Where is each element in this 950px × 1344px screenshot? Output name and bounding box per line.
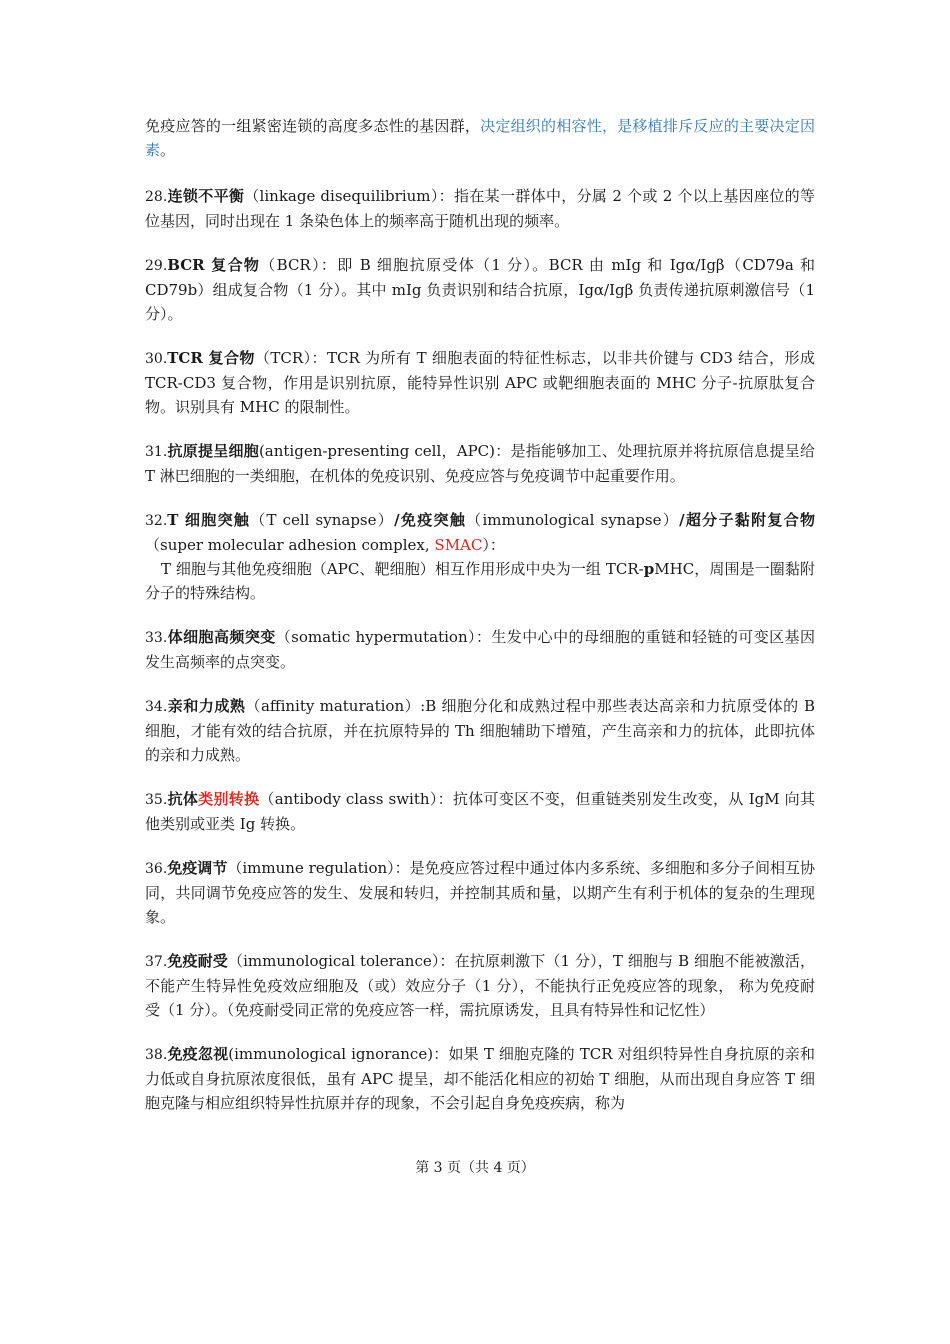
entry-term-english: （immunological synapse）	[466, 511, 680, 529]
entry-term-english: （super molecular adhesion complex,	[145, 536, 435, 554]
intro-paragraph	[145, 114, 815, 162]
entry-29	[145, 253, 815, 326]
entry-28	[145, 184, 815, 233]
entry-number: 36.	[145, 861, 168, 877]
entry-term-highlight: 类别转换	[198, 790, 260, 808]
entry-38	[145, 1042, 815, 1115]
entry-term: 抗体	[167, 790, 199, 808]
entry-number: 30.	[145, 351, 168, 367]
entry-term: 免疫调节	[167, 859, 228, 877]
bold-letter: p	[643, 560, 655, 578]
entry-definition: （affinity maturation）:B 细胞分化和成熟过程中那些表达高亲和力抗原受体的 B 细胞，才能有效的结合抗原，并在抗原特异的 Th 细胞辅助下增殖，产生高亲和力的抗体，此即抗体的亲和力成熟。	[145, 697, 815, 764]
entry-definition: (immunological ignorance)：如果 T 细胞克隆的 TCR 对组织特异性自身抗原的亲和力低或自身抗原浓度很低，虽有 APC 提呈，却不能活化相应的初始 T 细胞，从而出现自身应答 T 细胞克隆与相应组织特异性抗原并存的现象，不会引起自身免疫疾病，称为	[145, 1045, 815, 1112]
entry-number: 38.	[145, 1047, 168, 1063]
entry-definition-end: MHC，周围是一圈黏附分子的特殊结构。	[145, 560, 816, 602]
entry-number: 34.	[145, 699, 168, 715]
smac-abbrev: SMAC	[434, 536, 483, 554]
entry-definition: （immunological tolerance）：在抗原刺激下（1 分），T 细胞与 B 细胞不能被激活，不能产生特异性免疫效应细胞及（或）效应分子（1 分），不能执行正免疫应答的现象， 称为免疫耐受（1 分）。（免疫耐受同正常的免疫应答一样，需抗原诱发，且具有特异性和记忆性）	[145, 952, 815, 1019]
entry-33	[145, 625, 815, 674]
entry-term: 抗原提呈细胞	[167, 442, 259, 460]
entry-number: 33.	[145, 630, 168, 646]
entry-31	[145, 439, 815, 488]
entry-number: 37.	[145, 954, 168, 970]
entry-definition: （TCR）：TCR 为所有 T 细胞表面的特征性标志，以非共价键与 CD3 结合，形成 TCR-CD3 复合物，作用是识别抗原，能特异性识别 APC 或靶细胞表面的 MHC 分子-抗原肽复合物。识别具有 MHC 的限制性。	[145, 349, 816, 416]
entry-term: 体细胞高频突变	[167, 628, 276, 646]
entry-number: 31.	[145, 444, 168, 460]
entry-37	[145, 949, 815, 1022]
entry-definition: （somatic hypermutation）：生发中心中的母细胞的重链和轻链的可变区基因发生高频率的点突变。	[145, 628, 815, 671]
entry-term: 连锁不平衡	[167, 187, 245, 205]
intro-highlight: 决定组织的相容性，是移植排斥反应的主要决定因素	[145, 117, 815, 159]
entry-number: 29.	[145, 258, 168, 274]
entry-definition: (antigen-presenting cell，APC)：是指能够加工、处理抗原并将抗原信息提呈给 T 淋巴细胞的一类细胞，在机体的免疫识别、免疫应答与免疫调节中起重要作用。	[145, 442, 815, 485]
entry-definition: （antibody class swith）：抗体可变区不变，但重链类别发生改变，从 IgM 向其他类别或亚类 Ig 转换。	[145, 790, 815, 833]
entry-punct: ）：	[482, 536, 505, 554]
entry-term: TCR 复合物	[167, 349, 255, 367]
entry-number: 28.	[145, 189, 168, 205]
entry-term: 免疫忽视	[167, 1045, 229, 1063]
entry-definition: T 细胞与其他免疫细胞（APC、靶细胞）相互作用形成中央为一组 TCR-	[161, 560, 644, 578]
entry-term-english: （T cell synapse）	[250, 511, 395, 529]
entry-term: 亲和力成熟	[167, 697, 246, 715]
entry-term: T 细胞突触	[167, 511, 251, 529]
entry-30	[145, 346, 815, 419]
entry-term: BCR 复合物	[167, 256, 261, 274]
intro-end: 。	[160, 141, 176, 159]
entry-32	[145, 508, 815, 605]
entry-34	[145, 694, 815, 767]
document-body	[145, 114, 815, 1135]
entry-term-alt: /超分子黏附复合物	[679, 511, 816, 529]
entry-number: 35.	[145, 792, 168, 808]
entry-35	[145, 787, 815, 836]
page-footer: 第 3 页（共 4 页）	[415, 1160, 535, 1176]
entry-definition: （BCR）：即 B 细胞抗原受体（1 分）。BCR 由 mIg 和 Igα/Igβ（CD79a 和 CD79b）组成复合物（1 分）。其中 mIg 负责识别和结合抗原，Igα/Igβ 负责传递抗原刺激信号（1 分）。	[145, 256, 815, 323]
entry-definition: （immune regulation）：是免疫应答过程中通过体内多系统、多细胞和多分子间相互协同，共同调节免疫应答的发生、发展和转归，并控制其质和量，以期产生有利于机体的复杂的生理现象。	[145, 859, 815, 926]
entry-term: 免疫耐受	[167, 952, 228, 970]
entry-number: 32.	[145, 513, 168, 529]
entry-definition: （linkage disequilibrium）：指在某一群体中，分属 2 个或 2 个以上基因座位的等位基因，同时出现在 1 条染色体上的频率高于随机出现的频率。	[145, 187, 815, 230]
entry-36	[145, 856, 815, 929]
entry-term-alt: /免疫突触	[394, 511, 467, 529]
intro-text: 免疫应答的一组紧密连锁的高度多态性的基因群，	[145, 117, 481, 135]
